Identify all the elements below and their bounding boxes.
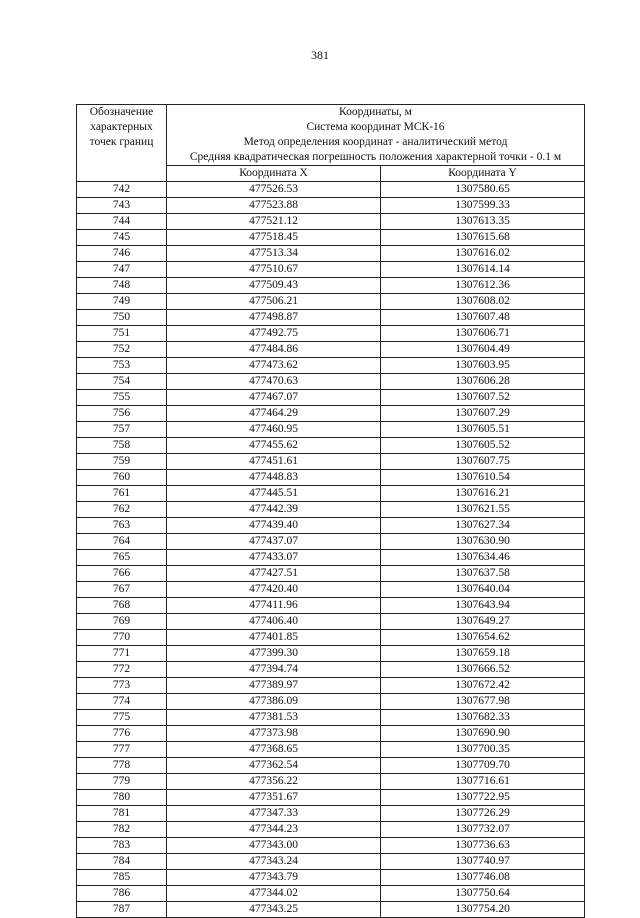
table-row — [77, 630, 585, 646]
x-coordinate-cell: 477344.23 — [167, 822, 381, 838]
table-row — [77, 726, 585, 742]
y-coordinate-cell: 1307607.29 — [381, 406, 585, 422]
point-id-cell: 760 — [77, 470, 167, 486]
x-coordinate-cell: 477506.21 — [167, 294, 381, 310]
point-header-line-1: Обозначение — [89, 106, 154, 118]
point-id-cell: 757 — [77, 422, 167, 438]
y-coordinate-cell: 1307634.46 — [381, 550, 585, 566]
x-coordinate-cell: 477509.43 — [167, 278, 381, 294]
y-column-header: Координата Y — [381, 166, 585, 182]
point-id-cell: 777 — [77, 742, 167, 758]
x-coordinate-cell: 477513.34 — [167, 246, 381, 262]
point-id-cell: 770 — [77, 630, 167, 646]
table-row — [77, 182, 585, 198]
y-coordinate-cell: 1307649.27 — [381, 614, 585, 630]
x-coordinate-cell: 477411.96 — [167, 598, 381, 614]
y-coordinate-cell: 1307599.33 — [381, 198, 585, 214]
table-row — [77, 198, 585, 214]
x-coordinate-cell: 477448.83 — [167, 470, 381, 486]
point-id-cell: 752 — [77, 342, 167, 358]
table-row — [77, 470, 585, 486]
point-id-cell: 764 — [77, 534, 167, 550]
point-id-cell: 780 — [77, 790, 167, 806]
y-coordinate-cell: 1307740.97 — [381, 854, 585, 870]
table-row — [77, 422, 585, 438]
x-coordinate-cell: 477420.40 — [167, 582, 381, 598]
y-coordinate-cell: 1307726.29 — [381, 806, 585, 822]
y-coordinate-cell: 1307580.65 — [381, 182, 585, 198]
point-id-cell: 784 — [77, 854, 167, 870]
y-coordinate-cell: 1307616.21 — [381, 486, 585, 502]
point-id-cell: 783 — [77, 838, 167, 854]
point-id-cell: 782 — [77, 822, 167, 838]
point-id-cell: 747 — [77, 262, 167, 278]
table-row — [77, 758, 585, 774]
table-row — [77, 502, 585, 518]
table-row — [77, 886, 585, 902]
x-coordinate-cell: 477427.51 — [167, 566, 381, 582]
x-coordinate-cell: 477344.02 — [167, 886, 381, 902]
point-id-cell: 781 — [77, 806, 167, 822]
point-id-cell: 772 — [77, 662, 167, 678]
table-row — [77, 822, 585, 838]
x-coordinate-cell: 477389.97 — [167, 678, 381, 694]
point-id-cell: 758 — [77, 438, 167, 454]
y-coordinate-cell: 1307700.35 — [381, 742, 585, 758]
x-coordinate-cell: 477526.53 — [167, 182, 381, 198]
y-coordinate-cell: 1307604.49 — [381, 342, 585, 358]
point-id-cell: 750 — [77, 310, 167, 326]
point-id-cell: 773 — [77, 678, 167, 694]
y-coordinate-cell: 1307709.70 — [381, 758, 585, 774]
table-row — [77, 390, 585, 406]
table-row — [77, 454, 585, 470]
table-row — [77, 534, 585, 550]
table-row — [77, 646, 585, 662]
x-coordinate-cell: 477343.79 — [167, 870, 381, 886]
point-id-cell: 768 — [77, 598, 167, 614]
point-id-cell: 778 — [77, 758, 167, 774]
table-row — [77, 838, 585, 854]
table-row — [77, 614, 585, 630]
table-row — [77, 694, 585, 710]
x-coordinate-cell: 477399.30 — [167, 646, 381, 662]
point-header-line-3: точек границ — [89, 136, 154, 148]
x-coordinate-cell: 477439.40 — [167, 518, 381, 534]
table-row — [77, 678, 585, 694]
table-row — [77, 710, 585, 726]
x-coordinate-cell: 477394.74 — [167, 662, 381, 678]
y-coordinate-cell: 1307607.52 — [381, 390, 585, 406]
point-designation-header — [77, 105, 167, 182]
table-row — [77, 598, 585, 614]
table-row — [77, 278, 585, 294]
point-id-cell: 766 — [77, 566, 167, 582]
x-coordinate-cell: 477343.24 — [167, 854, 381, 870]
table-row — [77, 358, 585, 374]
x-coordinate-cell: 477473.62 — [167, 358, 381, 374]
table-row — [77, 406, 585, 422]
x-coordinate-cell: 477347.33 — [167, 806, 381, 822]
page-number: 381 — [311, 48, 329, 62]
table-row — [77, 230, 585, 246]
y-coordinate-cell: 1307736.63 — [381, 838, 585, 854]
y-coordinate-cell: 1307612.36 — [381, 278, 585, 294]
x-coordinate-cell: 477510.67 — [167, 262, 381, 278]
x-coordinate-cell: 477523.88 — [167, 198, 381, 214]
y-coordinate-cell: 1307750.64 — [381, 886, 585, 902]
point-id-cell: 745 — [77, 230, 167, 246]
point-id-cell: 751 — [77, 326, 167, 342]
point-id-cell: 765 — [77, 550, 167, 566]
y-coordinate-cell: 1307607.75 — [381, 454, 585, 470]
table-row — [77, 902, 585, 918]
x-coordinate-cell: 477343.00 — [167, 838, 381, 854]
y-coordinate-cell: 1307732.07 — [381, 822, 585, 838]
x-coordinate-cell: 477492.75 — [167, 326, 381, 342]
table-row — [77, 854, 585, 870]
y-coordinate-cell: 1307659.18 — [381, 646, 585, 662]
y-coordinate-cell: 1307610.54 — [381, 470, 585, 486]
coordinates-table — [76, 104, 585, 918]
table-row — [77, 486, 585, 502]
x-column-header: Координата X — [167, 166, 381, 182]
y-coordinate-cell: 1307608.02 — [381, 294, 585, 310]
y-coordinate-cell: 1307605.52 — [381, 438, 585, 454]
table-row — [77, 774, 585, 790]
x-coordinate-cell: 477351.67 — [167, 790, 381, 806]
x-coordinate-cell: 477460.95 — [167, 422, 381, 438]
point-id-cell: 776 — [77, 726, 167, 742]
x-coordinate-cell: 477373.98 — [167, 726, 381, 742]
x-coordinate-cell: 477406.40 — [167, 614, 381, 630]
point-id-cell: 775 — [77, 710, 167, 726]
y-coordinate-cell: 1307616.02 — [381, 246, 585, 262]
x-coordinate-cell: 477401.85 — [167, 630, 381, 646]
table-row — [77, 262, 585, 278]
point-header-line-2: характерных — [90, 121, 153, 133]
y-coordinate-cell: 1307643.94 — [381, 598, 585, 614]
y-coordinate-cell: 1307666.52 — [381, 662, 585, 678]
x-coordinate-cell: 477498.87 — [167, 310, 381, 326]
point-id-cell: 771 — [77, 646, 167, 662]
point-id-cell: 762 — [77, 502, 167, 518]
coords-header-error: Средняя квадратическая погрешность положения характерной точки - 0.1 м — [189, 151, 562, 163]
x-coordinate-cell: 477437.07 — [167, 534, 381, 550]
point-id-cell: 774 — [77, 694, 167, 710]
point-id-cell: 787 — [77, 902, 167, 918]
x-coordinate-cell: 477455.62 — [167, 438, 381, 454]
x-coordinate-cell: 477386.09 — [167, 694, 381, 710]
point-id-cell: 755 — [77, 390, 167, 406]
table-row — [77, 662, 585, 678]
y-coordinate-cell: 1307607.48 — [381, 310, 585, 326]
x-coordinate-cell: 477381.53 — [167, 710, 381, 726]
table-row — [77, 806, 585, 822]
table-row — [77, 438, 585, 454]
x-coordinate-cell: 477518.45 — [167, 230, 381, 246]
y-coordinate-cell: 1307627.34 — [381, 518, 585, 534]
y-coordinate-cell: 1307603.95 — [381, 358, 585, 374]
point-id-cell: 759 — [77, 454, 167, 470]
x-coordinate-cell: 477343.25 — [167, 902, 381, 918]
coords-header-title: Координаты, м — [339, 106, 412, 118]
y-coordinate-cell: 1307677.98 — [381, 694, 585, 710]
point-id-cell: 785 — [77, 870, 167, 886]
table-row — [77, 310, 585, 326]
table-row — [77, 742, 585, 758]
point-id-cell: 767 — [77, 582, 167, 598]
point-id-cell: 761 — [77, 486, 167, 502]
x-coordinate-cell: 477433.07 — [167, 550, 381, 566]
table-row — [77, 214, 585, 230]
y-coordinate-cell: 1307614.14 — [381, 262, 585, 278]
coords-header-system: Система координат МСК-16 — [306, 121, 445, 133]
table-row — [77, 294, 585, 310]
point-id-cell: 746 — [77, 246, 167, 262]
table-row — [77, 550, 585, 566]
point-id-cell: 754 — [77, 374, 167, 390]
y-coordinate-cell: 1307754.20 — [381, 902, 585, 918]
coordinates-header — [167, 105, 585, 166]
y-coordinate-cell: 1307613.35 — [381, 214, 585, 230]
coords-header-method: Метод определения координат - аналитический метод — [243, 136, 508, 148]
y-coordinate-cell: 1307605.51 — [381, 422, 585, 438]
point-id-cell: 753 — [77, 358, 167, 374]
point-id-cell: 749 — [77, 294, 167, 310]
y-coordinate-cell: 1307615.68 — [381, 230, 585, 246]
y-coordinate-cell: 1307637.58 — [381, 566, 585, 582]
y-coordinate-cell: 1307654.62 — [381, 630, 585, 646]
y-coordinate-cell: 1307716.61 — [381, 774, 585, 790]
point-id-cell: 756 — [77, 406, 167, 422]
x-coordinate-cell: 477467.07 — [167, 390, 381, 406]
y-coordinate-cell: 1307606.71 — [381, 326, 585, 342]
y-coordinate-cell: 1307640.04 — [381, 582, 585, 598]
y-coordinate-cell: 1307672.42 — [381, 678, 585, 694]
table-row — [77, 870, 585, 886]
x-coordinate-cell: 477470.63 — [167, 374, 381, 390]
point-id-cell: 744 — [77, 214, 167, 230]
x-coordinate-cell: 477484.86 — [167, 342, 381, 358]
y-coordinate-cell: 1307630.90 — [381, 534, 585, 550]
x-coordinate-cell: 477362.54 — [167, 758, 381, 774]
table-row — [77, 790, 585, 806]
point-id-cell: 748 — [77, 278, 167, 294]
x-coordinate-cell: 477521.12 — [167, 214, 381, 230]
y-coordinate-cell: 1307722.95 — [381, 790, 585, 806]
table-row — [77, 582, 585, 598]
table-row — [77, 518, 585, 534]
table-row — [77, 374, 585, 390]
x-coordinate-cell: 477356.22 — [167, 774, 381, 790]
table-body — [77, 182, 585, 918]
point-id-cell: 779 — [77, 774, 167, 790]
point-id-cell: 763 — [77, 518, 167, 534]
table-row — [77, 342, 585, 358]
y-coordinate-cell: 1307621.55 — [381, 502, 585, 518]
point-id-cell: 769 — [77, 614, 167, 630]
table-row — [77, 326, 585, 342]
y-coordinate-cell: 1307682.33 — [381, 710, 585, 726]
point-id-cell: 742 — [77, 182, 167, 198]
y-coordinate-cell: 1307606.28 — [381, 374, 585, 390]
x-coordinate-cell: 477368.65 — [167, 742, 381, 758]
y-coordinate-cell: 1307690.90 — [381, 726, 585, 742]
point-id-cell: 786 — [77, 886, 167, 902]
x-coordinate-cell: 477464.29 — [167, 406, 381, 422]
table-row — [77, 566, 585, 582]
table-row — [77, 246, 585, 262]
point-id-cell: 743 — [77, 198, 167, 214]
x-coordinate-cell: 477442.39 — [167, 502, 381, 518]
table-header — [77, 105, 585, 182]
x-coordinate-cell: 477445.51 — [167, 486, 381, 502]
x-coordinate-cell: 477451.61 — [167, 454, 381, 470]
y-coordinate-cell: 1307746.08 — [381, 870, 585, 886]
